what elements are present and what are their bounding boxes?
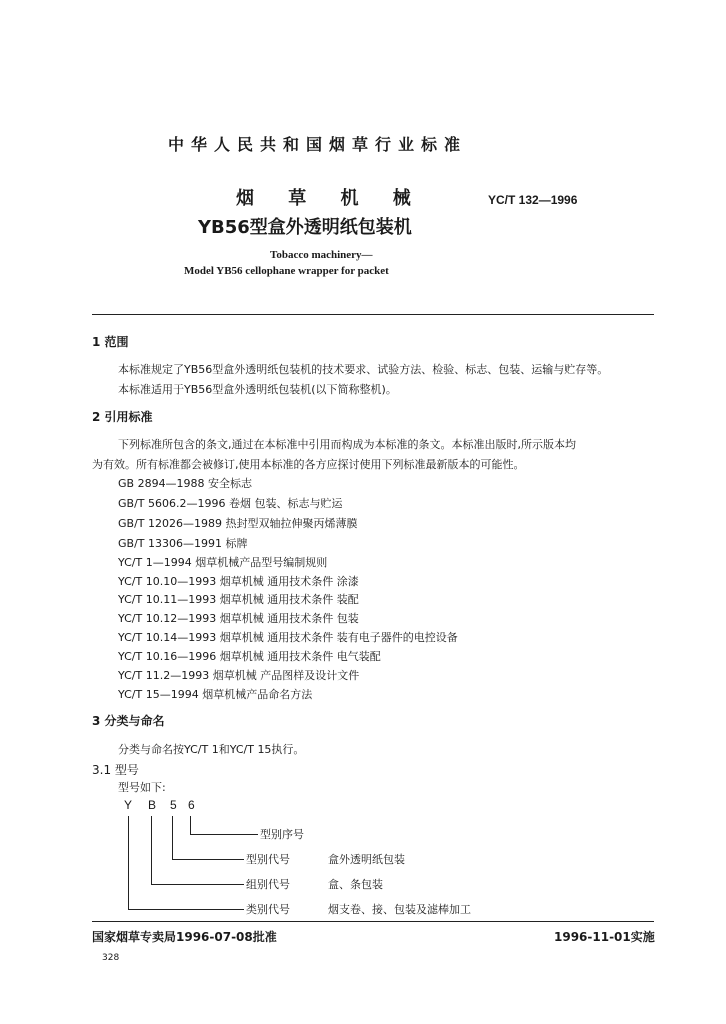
model-letter-b: B xyxy=(148,798,157,812)
leader-line xyxy=(172,816,173,859)
english-title-line1: Tobacco machinery— xyxy=(270,249,373,261)
model-digit-5: 5 xyxy=(170,798,177,812)
leader-line xyxy=(190,834,258,835)
standard-number: YC/T 132—1996 xyxy=(488,193,578,207)
model-letter-y: Y xyxy=(124,798,133,812)
ref-item: GB/T 12026—1989 热封型双轴拉伸聚丙烯薄膜 xyxy=(118,517,358,530)
section3-paragraph: 分类与命名按YC/T 1和YC/T 15执行。 xyxy=(118,743,305,756)
ref-item: YC/T 10.16—1996 烟草机械 通用技术条件 电气装配 xyxy=(118,650,381,663)
leader-line xyxy=(151,884,244,885)
section1-paragraph1: 本标准规定了YB56型盒外透明纸包装机的技术要求、试验方法、检验、标志、包装、运输与贮存等。 xyxy=(118,363,609,376)
header-divider xyxy=(92,314,654,315)
ref-item: YC/T 11.2—1993 烟草机械 产品图样及设计文件 xyxy=(118,669,360,682)
leader-line xyxy=(172,859,244,860)
ref-item: GB/T 13306—1991 标牌 xyxy=(118,537,248,550)
leader-line xyxy=(151,816,152,884)
ref-item: YC/T 10.11—1993 烟草机械 通用技术条件 装配 xyxy=(118,593,359,606)
page-number: 328 xyxy=(102,953,120,963)
ref-item: YC/T 10.10—1993 烟草机械 通用技术条件 涂漆 xyxy=(118,575,359,588)
ref-item: YC/T 10.12—1993 烟草机械 通用技术条件 包装 xyxy=(118,612,359,625)
english-title-line2: Model YB56 cellophane wrapper for packet xyxy=(184,265,389,277)
section3-heading: 3 分类与命名 xyxy=(92,714,165,728)
effective-date: 1996-11-01实施 xyxy=(554,930,655,944)
model-digit-6: 6 xyxy=(188,798,195,812)
footer-divider xyxy=(92,921,654,922)
ref-item: GB 2894—1988 安全标志 xyxy=(118,477,253,490)
leader-line xyxy=(128,909,244,910)
issuing-body-title: 中华人民共和国烟草行业标准 xyxy=(168,135,468,154)
code-label: 类别代号 xyxy=(246,903,290,916)
section2-heading: 2 引用标准 xyxy=(92,410,153,424)
ref-item: YC/T 15—1994 烟草机械产品命名方法 xyxy=(118,688,313,701)
leader-line xyxy=(128,816,129,909)
section2-intro-line2: 为有效。所有标准都会被修订,使用本标准的各方应探讨使用下列标准最新版本的可能性。 xyxy=(92,458,525,471)
model-intro-text: 型号如下: xyxy=(118,781,166,794)
subsection-3-1-heading: 3.1 型号 xyxy=(92,763,139,777)
code-label: 型别代号 xyxy=(246,853,290,866)
approval-date: 国家烟草专卖局1996-07-08批准 xyxy=(92,930,277,944)
code-description: 烟支卷、接、包装及滤棒加工 xyxy=(328,903,471,916)
ref-item: YC/T 10.14—1993 烟草机械 通用技术条件 装有电子器件的电控设备 xyxy=(118,631,458,644)
ref-item: GB/T 5606.2—1996 卷烟 包装、标志与贮运 xyxy=(118,497,343,510)
leader-line xyxy=(190,816,191,834)
ref-item: YC/T 1—1994 烟草机械产品型号编制规则 xyxy=(118,556,328,569)
section2-intro-line1: 下列标准所包含的条文,通过在本标准中引用而构成为本标准的条文。本标准出版时,所示版本均 xyxy=(118,438,576,451)
section1-heading: 1 范围 xyxy=(92,335,129,349)
code-label: 组别代号 xyxy=(246,878,290,891)
document-title-line1: 烟 草 机 械 xyxy=(236,188,425,209)
code-description: 盒外透明纸包装 xyxy=(328,853,405,866)
code-label: 型别序号 xyxy=(260,828,304,841)
document-title-line2: YB56型盒外透明纸包装机 xyxy=(198,217,412,238)
section1-paragraph2: 本标准适用于YB56型盒外透明纸包装机(以下简称整机)。 xyxy=(118,383,397,396)
code-description: 盒、条包装 xyxy=(328,878,383,891)
